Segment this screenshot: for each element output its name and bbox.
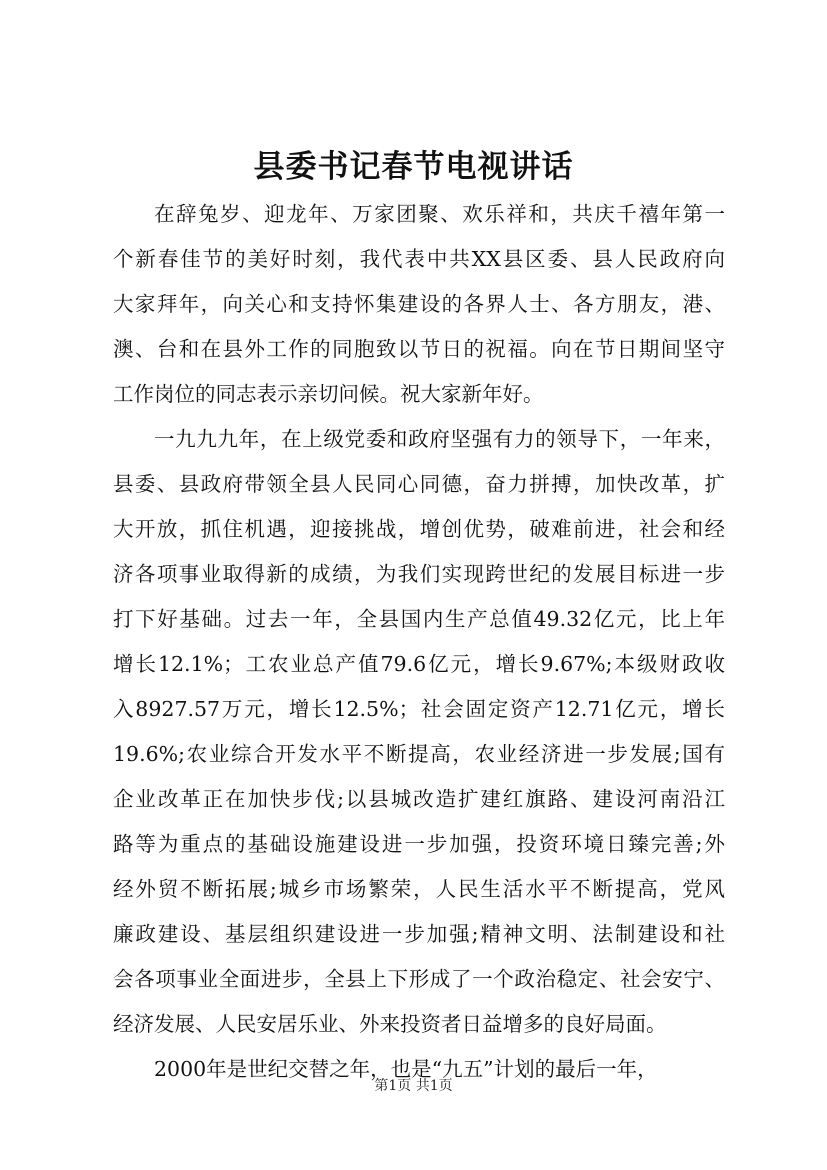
paragraph-2 [113, 417, 725, 1047]
text-line: 工作岗位的同志表示亲切问候。祝大家新年好。 [113, 382, 544, 406]
text-line: 经外贸不断拓展;城乡市场繁荣，人民生活水平不断提高，党风 [113, 877, 725, 901]
document-body [113, 192, 725, 1092]
text-line: 大开放，抓住机遇，迎接挑战，增创优势，破难前进，社会和经 [113, 517, 725, 541]
text-line: 在辞兔岁、迎龙年、万家团聚、欢乐祥和，共庆千禧年第一 [154, 202, 725, 226]
text-line: 入8927.57万元，增长12.5%；社会固定资产12.71亿元，增长 [113, 697, 725, 721]
text-line: 澳、台和在县外工作的同胞致以节日的祝福。向在节日期间坚守 [113, 337, 725, 361]
text-line: 济各项事业取得新的成绩，为我们实现跨世纪的发展目标进一步 [113, 562, 725, 586]
text-line: 大家拜年，向关心和支持怀集建设的各界人士、各方朋友，港、 [113, 292, 725, 316]
text-line: 2000年是世纪交替之年，也是“九五”计划的最后一年， [154, 1057, 658, 1081]
text-line: 个新春佳节的美好时刻，我代表中共XX县区委、县人民政府向 [113, 247, 725, 271]
text-line: 经济发展、人民安居乐业、外来投资者日益增多的良好局面。 [113, 1012, 667, 1036]
text-line: 县委、县政府带领全县人民同心同德，奋力拼搏，加快改革，扩 [113, 472, 725, 496]
text-line: 会各项事业全面进步，全县上下形成了一个政治稳定、社会安宁、 [113, 967, 725, 991]
text-line: 企业改革正在加快步伐;以县城改造扩建红旗路、建设河南沿江 [113, 787, 725, 811]
paragraph-1 [113, 192, 725, 417]
text-line: 廉政建设、基层组织建设进一步加强;精神文明、法制建设和社 [113, 922, 725, 946]
text-line: 一九九九年，在上级党委和政府坚强有力的领导下，一年来， [154, 427, 725, 451]
page-number-footer: 第1页 共1页 [374, 1078, 453, 1094]
text-line: 19.6%;农业综合开发水平不断提高，农业经济进一步发展;国有 [113, 742, 725, 766]
text-line: 增长12.1%；工农业总产值79.6亿元，增长9.67%;本级财政收 [113, 652, 725, 676]
text-line: 路等为重点的基础设施建设进一步加强，投资环境日臻完善;外 [113, 832, 725, 856]
document-title: 县委书记春节电视讲话 [253, 149, 574, 185]
text-line: 打下好基础。过去一年，全县国内生产总值49.32亿元，比上年 [113, 607, 725, 631]
